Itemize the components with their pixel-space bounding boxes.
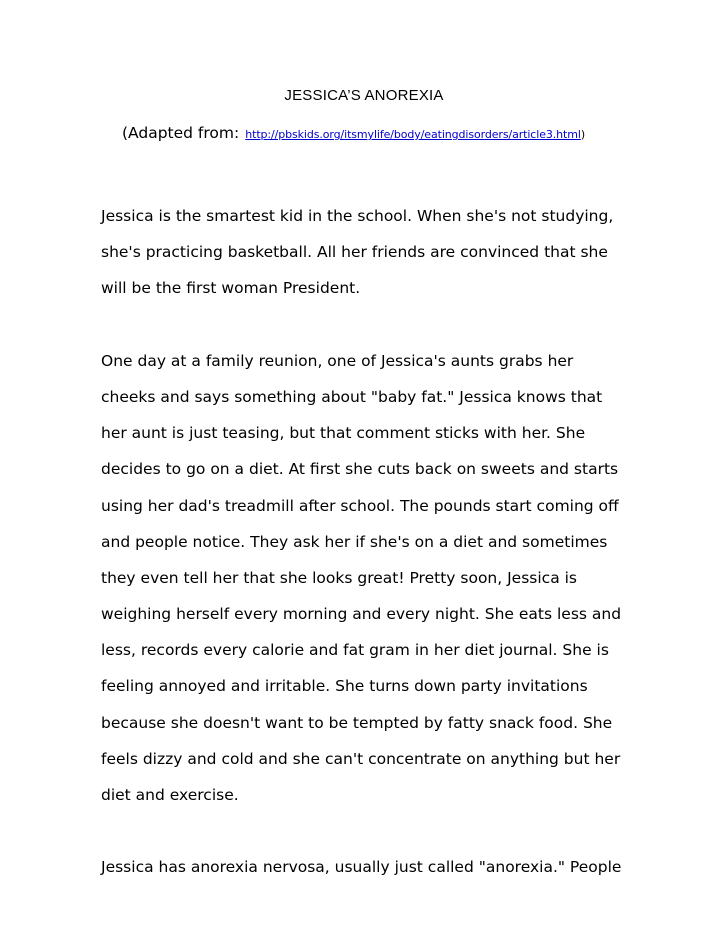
paragraph-line: her aunt is just teasing, but that comment sticks with her. She: [101, 424, 586, 443]
paragraph-line: she's practicing basketball. All her friends are convinced that she: [101, 243, 608, 262]
document-title: JESSICA’S ANOREXIA: [284, 87, 444, 104]
paragraph-spacer: [101, 813, 641, 849]
paragraph-2: [101, 343, 641, 813]
source-close-paren: ): [580, 128, 586, 141]
paragraph-1: [101, 198, 641, 307]
paragraph-line: One day at a family reunion, one of Jessica's aunts grabs her: [101, 351, 574, 370]
paragraph-line: cheeks and says something about "baby fat." Jessica knows that: [101, 387, 603, 406]
paragraph-line: feeling annoyed and irritable. She turns down party invitations: [101, 677, 588, 696]
paragraph-line: they even tell her that she looks great! Pretty soon, Jessica is: [101, 568, 577, 587]
source-attribution: [122, 124, 585, 142]
paragraph-line: diet and exercise.: [101, 786, 239, 804]
paragraph-3: [101, 849, 641, 885]
source-link[interactable]: http://pbskids.org/itsmylife/body/eatingdisorders/article3.html: [245, 128, 581, 141]
paragraph-line: because she doesn't want to be tempted by fatty snack food. She: [101, 713, 613, 732]
paragraph-line: using her dad's treadmill after school. The pounds start coming off: [101, 496, 619, 515]
paragraph-line: Jessica has anorexia nervosa, usually just called "anorexia." People: [101, 858, 622, 877]
paragraph-line: Jessica is the smartest kid in the school. When she's not studying,: [101, 207, 614, 225]
paragraph-line: and people notice. They ask her if she's on a diet and sometimes: [101, 532, 608, 551]
paragraph-line: decides to go on a diet. At first she cuts back on sweets and starts: [101, 460, 619, 479]
paragraph-line: less, records every calorie and fat gram in her diet journal. She is: [101, 641, 609, 660]
paragraph-line: feels dizzy and cold and she can't concentrate on anything but her: [101, 749, 621, 768]
paragraph-line: weighing herself every morning and every night. She eats less and: [101, 605, 622, 624]
paragraph-spacer: [101, 307, 641, 343]
source-label: (Adapted from:: [122, 124, 240, 142]
paragraph-line: will be the first woman President.: [101, 279, 361, 298]
document-body: [101, 198, 641, 886]
